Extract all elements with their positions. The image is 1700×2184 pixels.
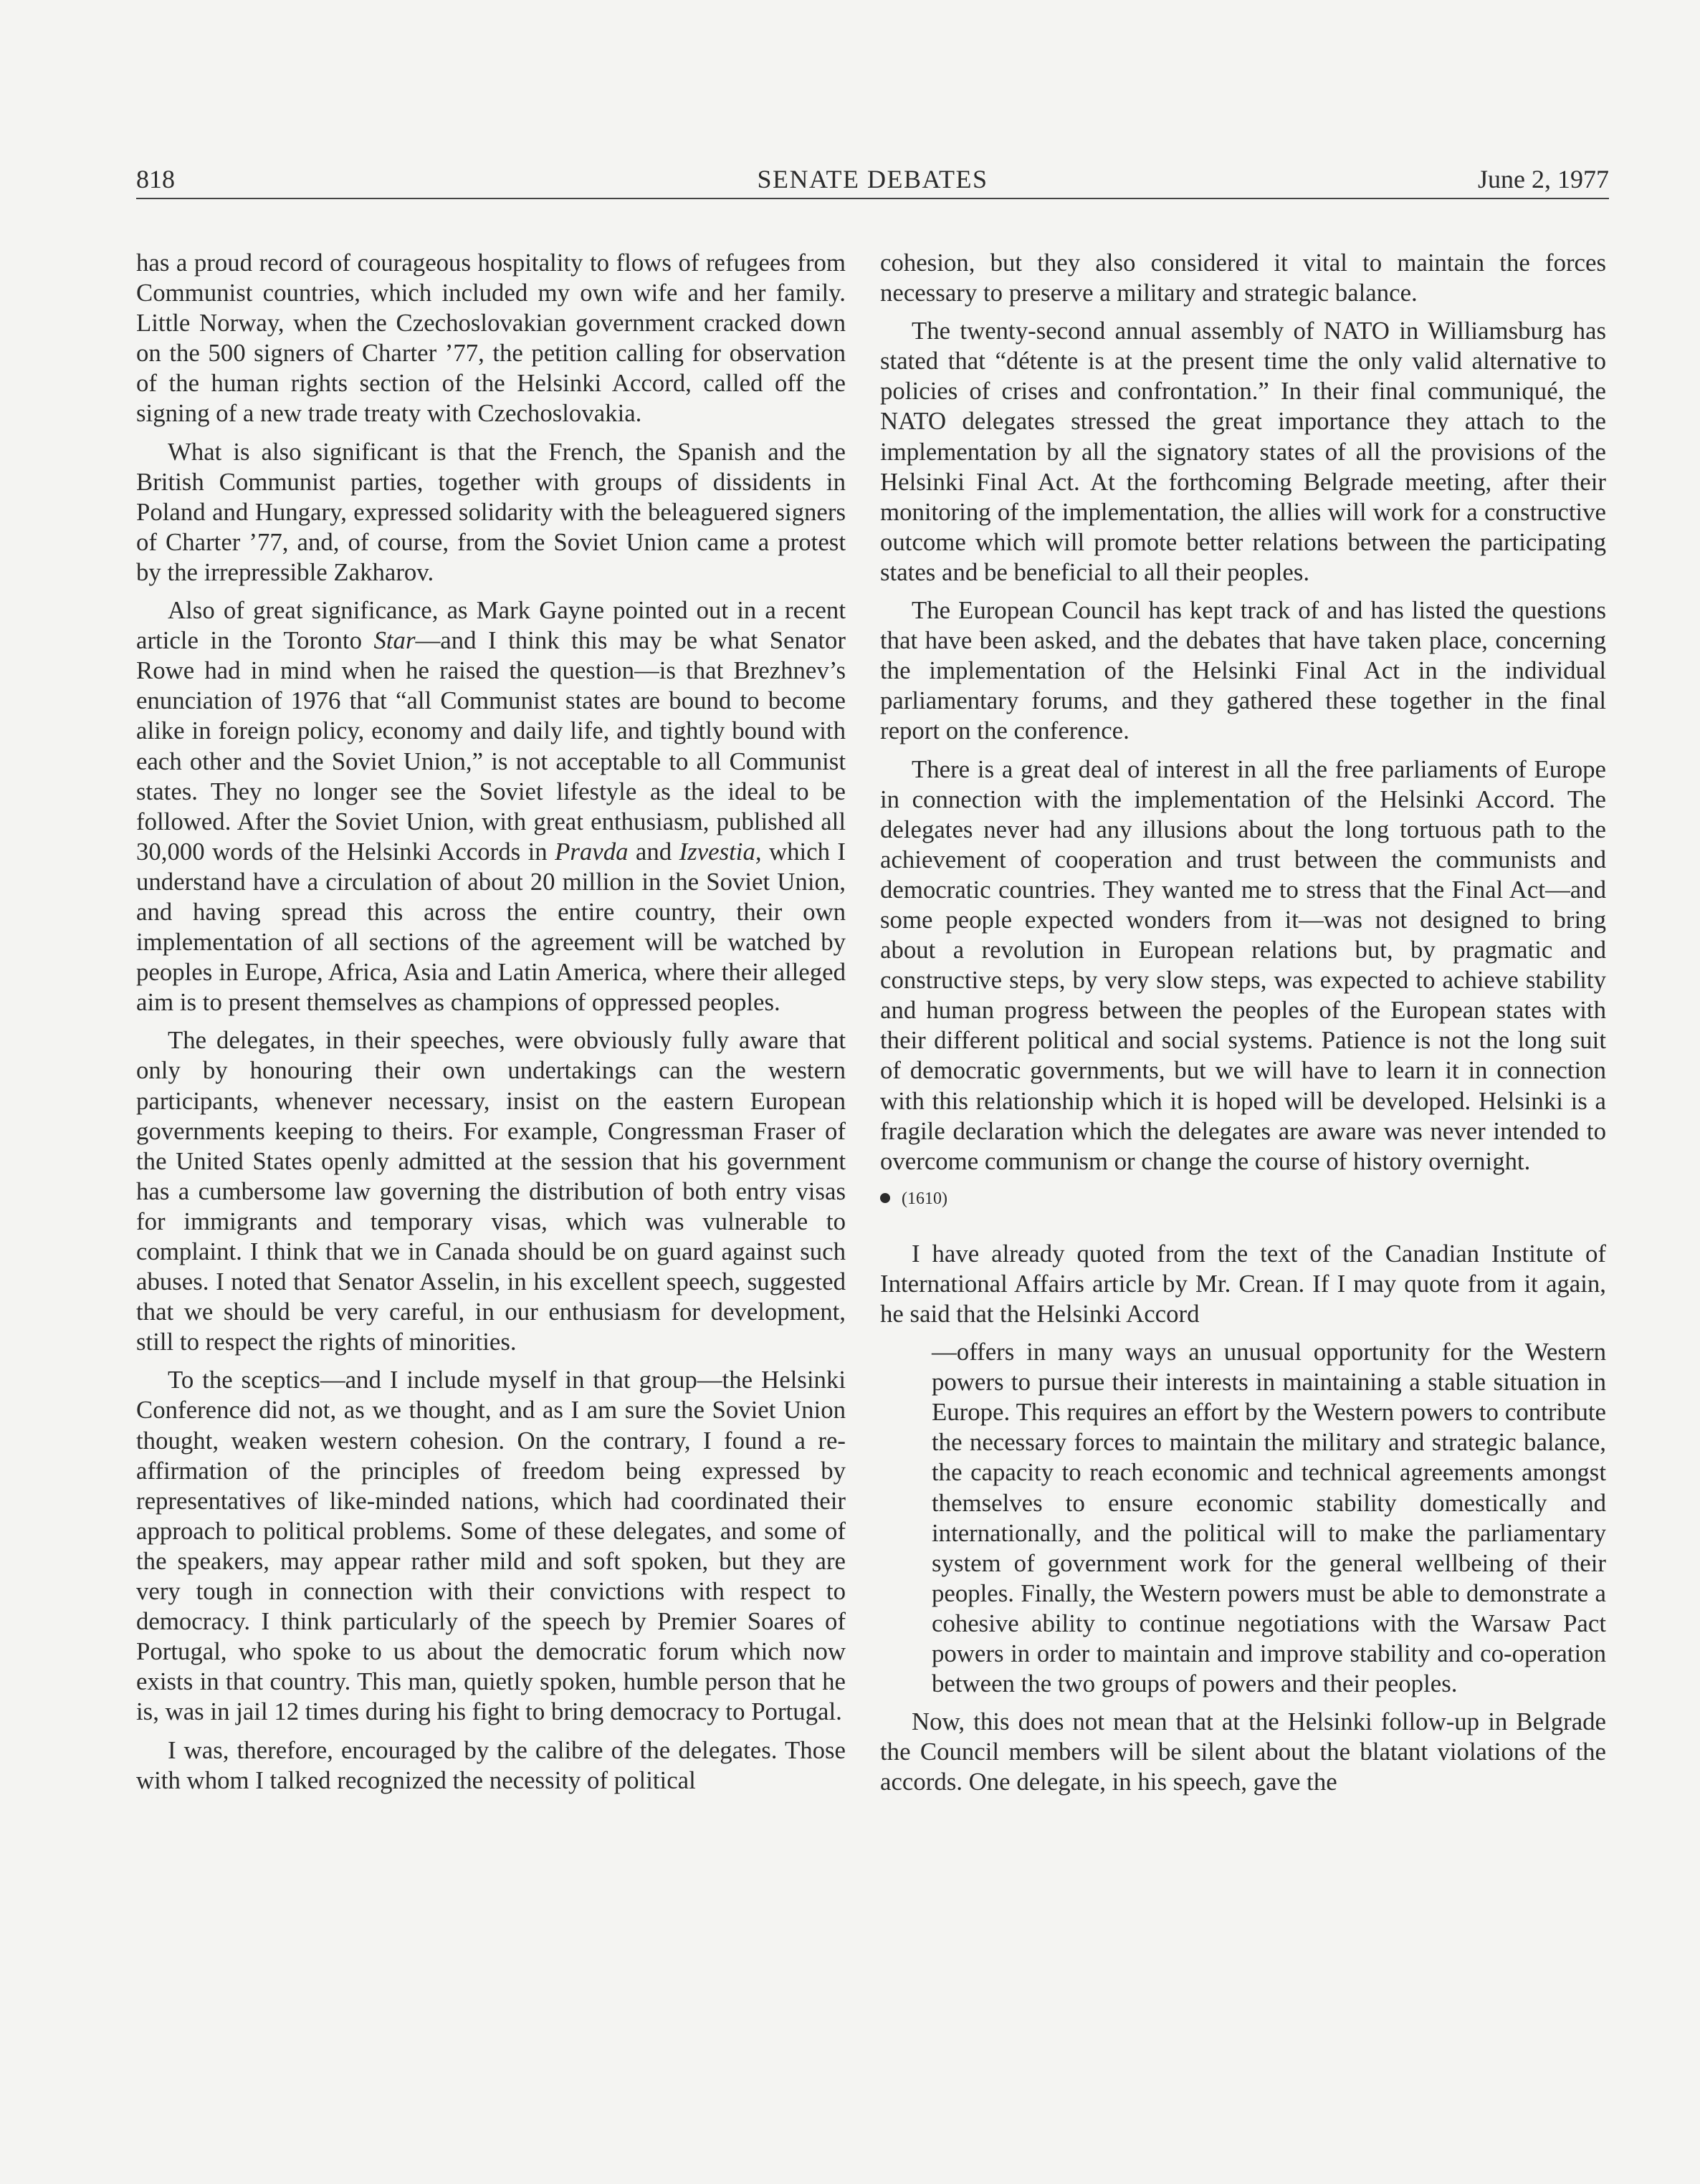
- publication-title: SENATE DEBATES: [757, 165, 988, 193]
- text-run: Also of great significance, as Mark Gayne pointed out in a recent article in the Toronto: [136, 596, 846, 655]
- paragraph: I have already quoted from the text of the Canadian Institute of International Affairs article by Mr. Crean. If I may quote from it again, he said that the Helsinki Accord: [880, 1239, 1606, 1328]
- paragraph: There is a great deal of interest in all the free parliaments of Europe in connection with the implementation of the Helsinki Accord. The delegates never had any illusions about the long tortuous path to the achievement of cooperation and trust between the communists and democratic countries. They wanted me to stress that the Final Act—and some people expected wonders from it—was not designed to bring about a revolution in European relations but, by pragmatic and constructive steps, by very slow steps, was expected to achieve stability and human progress between the peoples of the European states with their different political and social systems. Patience is not the long suit of democratic governments, but we will have to learn it in connection with this relationship which it is hoped will be developed. Helsinki is a fragile declaration which the delegates are aware was never intended to overcome communism or change the course of history overnight.: [880, 755, 1606, 1175]
- paragraph: has a proud record of courageous hospitality to flows of refugees from Communist countries, which included my own wife and her family. Little Norway, when the Czechoslovakian government cracked down on the 500 signers of Charter ’77, the petition calling for observation of the human rights section of the Helsinki Accord, called off the signing of a new trade treaty with Czechoslovakia.: [136, 249, 846, 428]
- newspaper-name: Star: [373, 626, 416, 655]
- page-header: [136, 163, 1609, 199]
- text-run: and: [628, 837, 679, 866]
- paragraph: To the sceptics—and I include myself in that group—the Helsinki Conference did not, as we thought, and as I am sure the Soviet Union thought, weaken western cohesion. On the contrary, I found a re-affirmation of the principles of freedom being expressed by representatives of like-minded nations, which had coordinated their approach to political problems. Some of these delegates, and some of the speakers, may appear rather mild and soft spoken, but they are very tough in connection with their convictions with respect to democracy. I think particularly of the speech by Premier Soares of Portugal, who spoke to us about the democratic forum which now exists in that country. This man, quietly spoken, humble person that he is, was in jail 12 times during his fight to bring democracy to Portugal.: [136, 1366, 846, 1726]
- paragraph: cohesion, but they also considered it vital to maintain the forces necessary to preserve a military and strategic balance.: [880, 249, 1606, 307]
- paragraph: The European Council has kept track of and has listed the questions that have been asked, and the debates that have taken place, concerning the implementation of the Helsinki Final Act in the individual parliamentary forums, and they gathered these together in the final report on the conference.: [880, 596, 1606, 745]
- paragraph: Now, this does not mean that at the Helsinki follow-up in Belgrade the Council members will be silent about the blatant violations of the accords. One delegate, in his speech, gave the: [880, 1708, 1606, 1796]
- paragraph: The twenty-second annual assembly of NATO in Williamsburg has stated that “détente is at the present time the only valid alternative to policies of crises and confrontation.” In their final communiqué, the NATO delegates stressed the great importance they attach to the implementation by all the signatory states of all the provisions of the Helsinki Final Act. At the forthcoming Belgrade meeting, after their monitoring of the implementation, the allies will work for a constructive outcome which will promote better relations between the participating states and be beneficial to all their peoples.: [880, 317, 1606, 586]
- time-marker-text: (1610): [902, 1189, 947, 1208]
- newspaper-name: Pravda: [555, 837, 629, 866]
- bullet-icon: [880, 1193, 890, 1203]
- paragraph: What is also significant is that the French, the Spanish and the British Communist parties, together with groups of dissidents in Poland and Hungary, expressed solidarity with the beleaguered signers of Charter ’77, and, of course, from the Soviet Union came a protest by the irrepressible Zakharov.: [136, 437, 846, 586]
- right-column: [880, 248, 1606, 1806]
- page-number: 818: [136, 165, 175, 193]
- publication-date: June 2, 1977: [1478, 165, 1609, 193]
- time-marker: [880, 1184, 1606, 1213]
- text-run: which I understand have a circulation of about 20 million in the Soviet Union, and having spread this across the entire country, their own implementation of all sections of the agreement will be watched by peoples in Europe, Africa, Asia and Latin America, where their alleged aim is to present themselves as champions of oppressed peoples.: [136, 837, 846, 1017]
- paragraph: The delegates, in their speeches, were obviously fully aware that only by honouring their own undertakings can the western participants, whenever necessary, insist on the eastern European governments keeping to theirs. For example, Congressman Fraser of the United States openly admitted at the session that his government has a cumbersome law governing the distribution of both entry visas for immigrants and temporary visas, which was vulnerable to complaint. I think that we in Canada should be on guard against such abuses. I noted that Senator Asselin, in his excellent speech, suggested that we should be very careful, in our enthusiasm for development, still to respect the rights of minorities.: [136, 1026, 846, 1356]
- newspaper-name: Izvestia,: [679, 837, 762, 866]
- paragraph: I was, therefore, encouraged by the calibre of the delegates. Those with whom I talked recognized the necessity of political: [136, 1735, 846, 1794]
- text-run: —and I think this may be what Senator Rowe had in mind when he raised the question—is that Brezhnev’s enunciation of 1976 that “all Communist states are bound to become alike in foreign policy, economy and daily life, and tightly bound with each other and the Soviet Union,” is not acceptable to all Communist states. They no longer see the Soviet lifestyle as the ideal to be followed. After the Soviet Union, with great enthusiasm, published all 30,000 words of the Helsinki Accords in: [136, 626, 846, 866]
- left-column: [136, 248, 846, 1804]
- block-quote: —offers in many ways an unusual opportunity for the Western powers to pursue their interests in maintaining a stable situation in Europe. This requires an effort by the Western powers to contribute the necessary forces to maintain the military and strategic balance, the capacity to reach economic and technical agreements amongst themselves to ensure economic stability domestically and internationally, and the political will to make the parliamentary system of government work for the general wellbeing of their peoples. Finally, the Western powers must be able to demonstrate a cohesive ability to continue negotiations with the Warsaw Pact powers in order to maintain and improve stability and co-operation between the two groups of powers and their peoples.: [932, 1338, 1606, 1698]
- paragraph: [136, 595, 846, 1017]
